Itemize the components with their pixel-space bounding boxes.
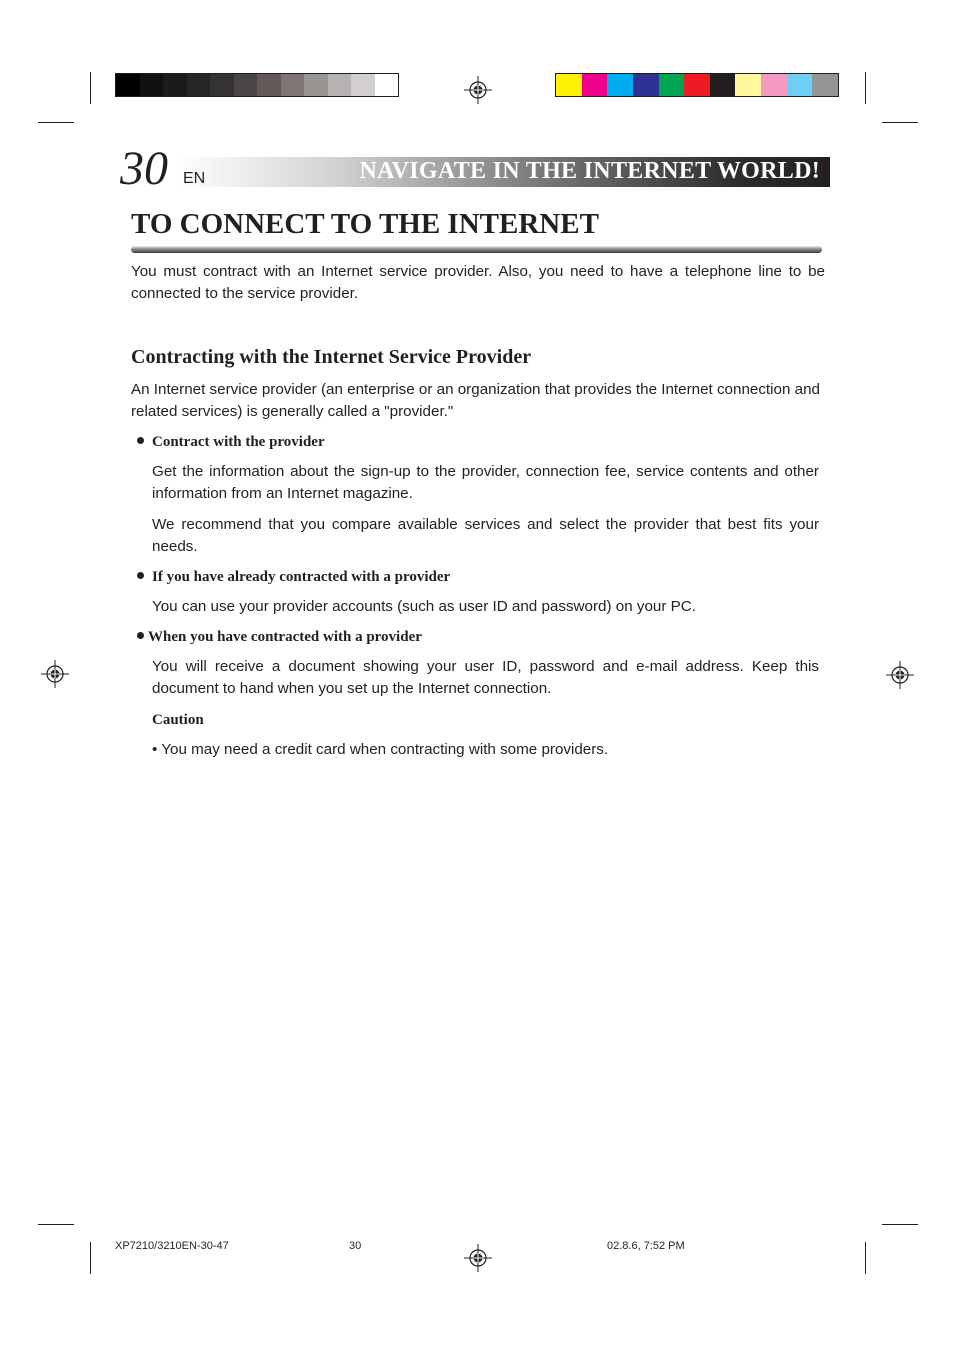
caution-text: • You may need a credit card when contracting with some providers. bbox=[152, 741, 609, 758]
crop-mark bbox=[38, 122, 74, 123]
color-swatch bbox=[210, 74, 234, 96]
bullet-icon bbox=[137, 437, 144, 444]
color-swatch bbox=[116, 74, 140, 96]
registration-mark-icon bbox=[464, 76, 492, 104]
color-swatch bbox=[556, 74, 582, 96]
bullet-icon bbox=[137, 632, 144, 639]
bullet-heading bbox=[137, 627, 422, 647]
color-swatch bbox=[187, 74, 211, 96]
crop-mark bbox=[90, 72, 91, 104]
bullet-paragraph: We recommend that you compare available services and select the provider that best fits your needs. bbox=[152, 516, 819, 555]
page-number: 30 bbox=[120, 142, 168, 195]
bullet-heading-text: Contract with the provider bbox=[152, 434, 325, 450]
bullet-heading bbox=[137, 432, 325, 452]
section-intro-paragraph: An Internet service provider (an enterprise or an organization that provides the Internet connection and related services) is generally called a "provider." bbox=[131, 381, 820, 420]
bullet-icon bbox=[137, 572, 144, 579]
color-swatch bbox=[812, 74, 838, 96]
crop-mark bbox=[882, 122, 918, 123]
color-swatch bbox=[140, 74, 164, 96]
color-swatch bbox=[304, 74, 328, 96]
language-code: EN bbox=[183, 170, 206, 187]
registration-mark-icon bbox=[886, 661, 914, 689]
color-swatch bbox=[659, 74, 685, 96]
color-swatch bbox=[710, 74, 736, 96]
color-swatch bbox=[257, 74, 281, 96]
color-swatch bbox=[328, 74, 352, 96]
footer-timestamp: 02.8.6, 7:52 PM bbox=[607, 1240, 685, 1252]
registration-mark-icon bbox=[41, 660, 69, 688]
bullet-paragraph: You will receive a document showing your user ID, password and e-mail address. Keep this document to hand when you set up the Internet connection. bbox=[152, 658, 819, 697]
color-swatch bbox=[633, 74, 659, 96]
color-swatch bbox=[607, 74, 633, 96]
color-swatch bbox=[684, 74, 710, 96]
color-swatch bbox=[735, 74, 761, 96]
color-swatch bbox=[787, 74, 813, 96]
bullet-paragraph: Get the information about the sign-up to the provider, connection fee, service contents and other information from an Internet magazine. bbox=[152, 463, 819, 502]
registration-mark-icon bbox=[464, 1244, 492, 1272]
section-heading: Contracting with the Internet Service Provider bbox=[131, 346, 532, 368]
title-underline-divider bbox=[131, 246, 822, 253]
color-swatch bbox=[163, 74, 187, 96]
bullet-heading-text: If you have already contracted with a provider bbox=[152, 569, 451, 585]
crop-mark bbox=[90, 1242, 91, 1274]
bullet-heading bbox=[137, 567, 450, 587]
footer-page-number: 30 bbox=[349, 1240, 362, 1252]
bullet-heading-text: When you have contracted with a provider bbox=[148, 629, 422, 645]
crop-mark bbox=[865, 72, 866, 104]
color-swatch bbox=[375, 74, 399, 96]
caution-label: Caution bbox=[152, 712, 204, 728]
color-swatch bbox=[761, 74, 787, 96]
color-swatch bbox=[281, 74, 305, 96]
crop-mark bbox=[38, 1224, 74, 1225]
crop-mark bbox=[865, 1242, 866, 1274]
bullet-paragraph: You can use your provider accounts (such as user ID and password) on your PC. bbox=[152, 598, 696, 615]
grayscale-calibration-bar bbox=[115, 73, 399, 97]
section-banner-title: NAVIGATE IN THE INTERNET WORLD! bbox=[359, 158, 820, 184]
intro-paragraph: You must contract with an Internet service provider. Also, you need to have a telephone line to be connected to the service provider. bbox=[131, 263, 825, 302]
color-swatch bbox=[234, 74, 258, 96]
section-banner bbox=[178, 157, 830, 187]
color-swatch bbox=[582, 74, 608, 96]
page-title: TO CONNECT TO THE INTERNET bbox=[131, 208, 599, 240]
color-calibration-bar bbox=[555, 73, 839, 97]
crop-mark bbox=[882, 1224, 918, 1225]
color-swatch bbox=[351, 74, 375, 96]
footer-file-name: XP7210/3210EN-30-47 bbox=[115, 1240, 229, 1252]
